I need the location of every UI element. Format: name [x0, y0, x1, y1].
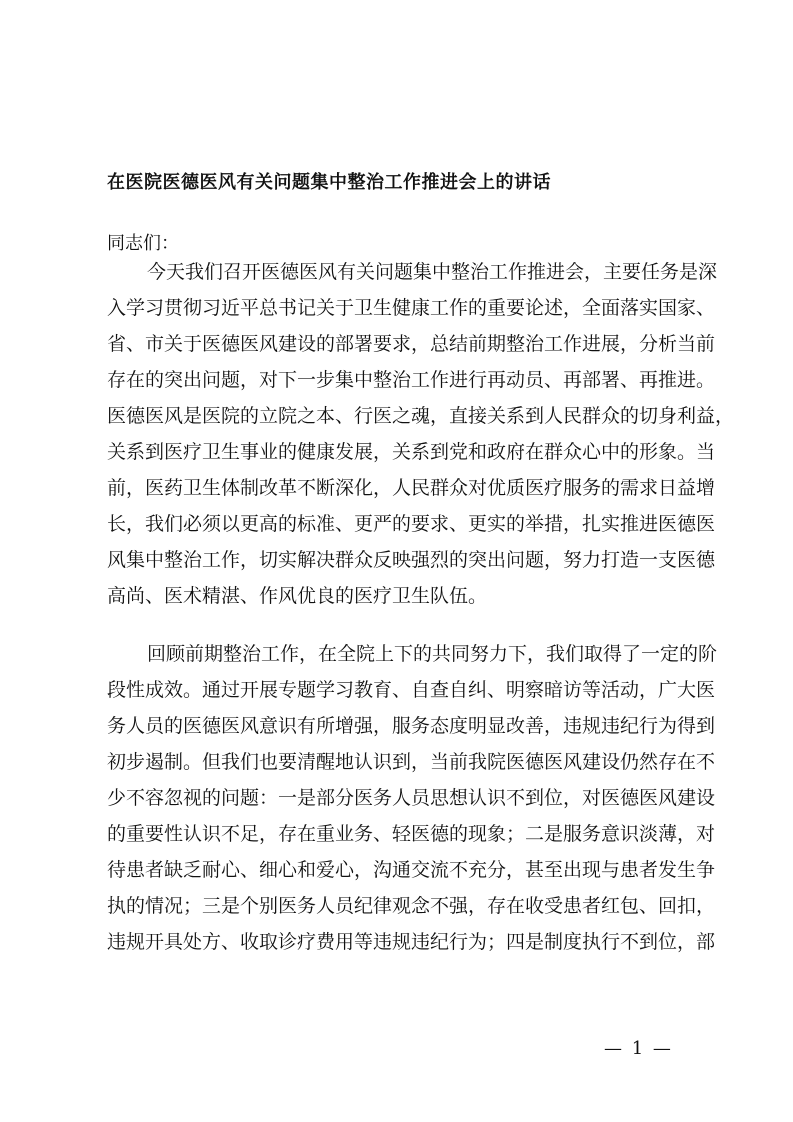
text-line: 初步遏制。但我们也要清醒地认识到，当前我院医德医风建设仍然存在不 — [107, 751, 716, 773]
text-line: 省、市关于医德医风建设的部署要求，总结前期整治工作进展，分析当前 — [107, 333, 716, 355]
text-line: 医德医风是医院的立院之本、行医之魂，直接关系到人民群众的切身利益， — [107, 405, 735, 427]
paragraph-1 — [107, 254, 735, 614]
text-line: 前，医药卫生体制改革不断深化，人民群众对优质医疗服务的需求日益增 — [107, 477, 716, 499]
text-line: 执的情况；三是个别医务人员纪律观念不强，存在收受患者红包、回扣， — [107, 895, 716, 917]
text-line: 高尚、医术精湛、作风优良的医疗卫生队伍。 — [107, 585, 488, 607]
salutation: 同志们： — [107, 233, 179, 254]
text-line: 长，我们必须以更高的标准、更严的要求、更实的举措，扎实推进医德医 — [107, 513, 716, 535]
text-line: 风集中整治工作，切实解决群众反映强烈的突出问题，努力打造一支医德 — [107, 549, 716, 571]
text-line: 待患者缺乏耐心、细心和爱心，沟通交流不充分，甚至出现与患者发生争 — [107, 859, 716, 881]
text-line: 少不容忽视的问题：一是部分医务人员思想认识不到位，对医德医风建设 — [107, 787, 716, 809]
text-line: 的重要性认识不足，存在重业务、轻医德的现象；二是服务意识淡薄，对 — [107, 823, 716, 845]
text-line: 存在的突出问题，对下一步集中整治工作进行再动员、再部署、再推进。 — [107, 369, 716, 391]
text-line: 段性成效。通过开展专题学习教育、自查自纠、明察暗访等活动，广大医 — [107, 679, 716, 701]
text-line: 违规开具处方、收取诊疗费用等违规违纪行为；四是制度执行不到位，部 — [107, 931, 716, 953]
text-line: 回顾前期整治工作，在全院上下的共同努力下，我们取得了一定的阶 — [147, 643, 718, 665]
document-title: 在医院医德医风有关问题集中整治工作推进会上的讲话 — [107, 172, 551, 193]
text-line: 入学习贯彻习近平总书记关于卫生健康工作的重要论述，全面落实国家、 — [107, 297, 716, 319]
text-line: 务人员的医德医风意识有所增强，服务态度明显改善，违规违纪行为得到 — [107, 715, 716, 737]
page-number: — 1 — — [604, 1038, 673, 1059]
text-line: 关系到医疗卫生事业的健康发展，关系到党和政府在群众心中的形象。当 — [107, 441, 716, 463]
paragraph-2 — [107, 636, 718, 960]
text-line: 今天我们召开医德医风有关问题集中整治工作推进会，主要任务是深 — [147, 261, 718, 283]
